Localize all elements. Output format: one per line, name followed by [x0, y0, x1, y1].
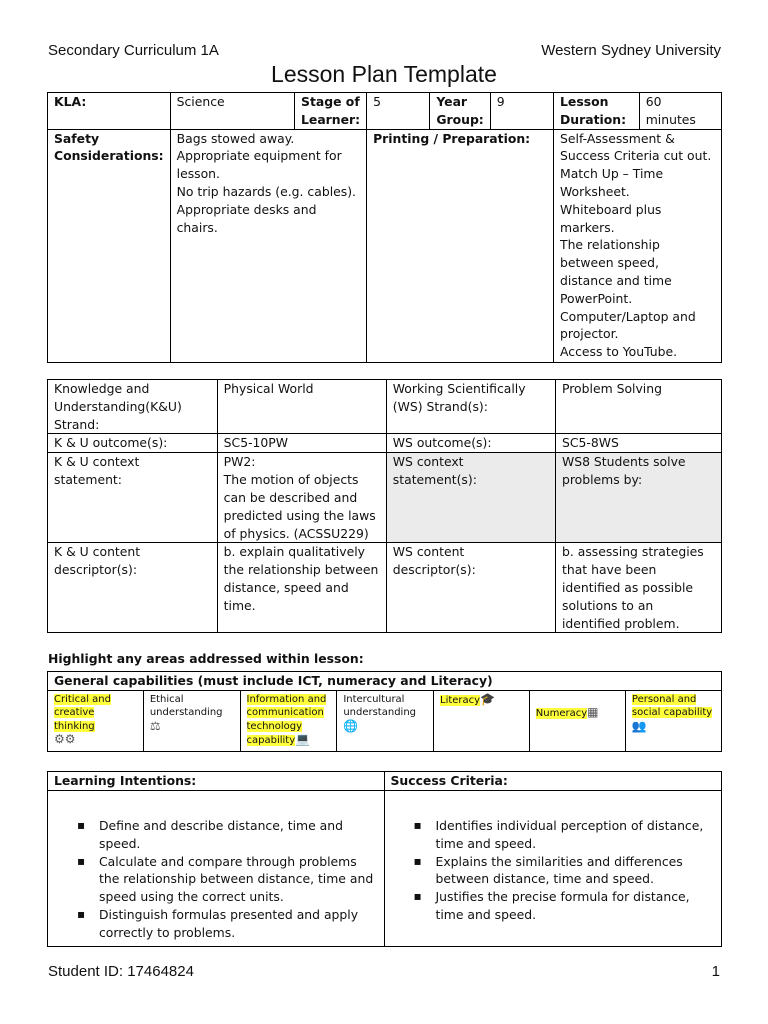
- capability-intercultural[interactable]: [337, 691, 434, 752]
- capability-label: Intercultural understanding: [343, 694, 417, 719]
- lesson-info-table: [47, 92, 722, 363]
- kla-label: KLA:: [48, 93, 171, 130]
- globe-icon: 🌐: [343, 718, 359, 733]
- capability-label: Ethical understanding: [149, 694, 223, 719]
- graduation-cap-icon: 🎓: [480, 692, 496, 706]
- ku-context-label: K & U context statement:: [48, 453, 218, 543]
- learning-table: [47, 771, 722, 947]
- page-number: 1: [711, 963, 720, 980]
- capability-numeracy[interactable]: [529, 691, 625, 752]
- people-icon: 👥: [631, 718, 647, 733]
- capability-critical-thinking[interactable]: [48, 691, 144, 752]
- capability-label: Numeracy: [535, 708, 588, 720]
- header-course: Secondary Curriculum 1A: [48, 42, 219, 59]
- list-item: ▪ Identifies individual perception of distance, time and speed.: [436, 817, 716, 853]
- ku-context-value: PW2: The motion of objects can be described and predicted using the laws of physics. (ACSSU229): [217, 453, 386, 543]
- list-item: ▪ Justifies the precise formula for distance, time and speed.: [436, 888, 716, 924]
- success-criteria-cell: [384, 791, 722, 947]
- list-item: ▪ Define and describe distance, time and speed.: [99, 817, 378, 853]
- capability-literacy[interactable]: [434, 691, 530, 752]
- duration-value: 60 minutes: [639, 93, 721, 130]
- capability-label: Personal and social capability: [631, 694, 713, 719]
- capability-ict[interactable]: [240, 691, 337, 752]
- year-value: 9: [490, 93, 553, 130]
- list-item: ▪ Explains the similarities and differences between distance, time and speed.: [436, 853, 716, 889]
- capability-personal-social[interactable]: [625, 691, 721, 752]
- list-item: ▪ Calculate and compare through problems the relationship between distance, time and speed using the correct units.: [99, 853, 378, 906]
- safety-value: Bags stowed away. Appropriate equipment for lesson. No trip hazards (e.g. cables). Appropriate desks and chairs.: [170, 129, 366, 362]
- ws-strand-label: Working Scientifically (WS) Strand(s):: [386, 380, 555, 434]
- duration-label: Lesson Duration:: [554, 93, 640, 130]
- highlight-instruction: Highlight any areas addressed within lesson:: [48, 651, 364, 666]
- laptop-icon: 💻: [295, 731, 311, 746]
- stage-value: 5: [367, 93, 430, 130]
- ku-strand-value: Physical World: [217, 380, 386, 434]
- ws-outcome-value: SC5-8WS: [555, 434, 721, 453]
- safety-label: Safety Considerations:: [48, 129, 171, 362]
- printing-value: Self-Assessment & Success Criteria cut out. Match Up – Time Worksheet. Whiteboard plus markers. The relationship between speed, distance and time PowerPoint. Computer/Laptop and projector. Access to YouTube.: [554, 129, 722, 362]
- list-item: ▪ Distinguish formulas presented and apply correctly to problems.: [99, 906, 378, 942]
- ws-content-label: WS content descriptor(s):: [386, 543, 555, 633]
- ws-context-label: WS context statement(s):: [386, 453, 555, 543]
- ws-content-value: b. assessing strategies that have been identified as possible solutions to an identified problem.: [555, 543, 721, 633]
- ws-strand-value: Problem Solving: [555, 380, 721, 434]
- ku-outcome-value: SC5-10PW: [217, 434, 386, 453]
- ku-strand-label: Knowledge and Understanding(K&U) Strand:: [48, 380, 218, 434]
- capabilities-heading: General capabilities (must include ICT, numeracy and Literacy): [48, 672, 722, 691]
- capability-label: Literacy: [440, 695, 481, 706]
- header-university: Western Sydney University: [541, 42, 721, 59]
- calculator-icon: ▦: [587, 705, 599, 720]
- learning-intentions-label: Learning Intentions:: [48, 772, 385, 791]
- student-id: Student ID: 17464824: [48, 963, 194, 980]
- capabilities-table: [47, 671, 722, 752]
- scales-icon: ⚖: [149, 718, 161, 733]
- page-title: Lesson Plan Template: [271, 61, 497, 87]
- ku-outcome-label: K & U outcome(s):: [48, 434, 218, 453]
- printing-label: Printing / Preparation:: [367, 129, 554, 362]
- capability-label: Information and communication technology capability: [246, 694, 327, 746]
- ws-context-value: WS8 Students solve problems by:: [555, 453, 721, 543]
- year-label: Year Group:: [430, 93, 490, 130]
- ws-outcome-label: WS outcome(s):: [386, 434, 555, 453]
- ku-content-label: K & U content descriptor(s):: [48, 543, 218, 633]
- stage-label: Stage of Learner:: [295, 93, 367, 130]
- learning-intentions-cell: [48, 791, 385, 947]
- kla-value: Science: [170, 93, 294, 130]
- outcomes-table: [47, 379, 722, 633]
- capability-label: Critical and creative thinking: [54, 694, 111, 732]
- capability-ethical-understanding[interactable]: [143, 691, 240, 752]
- success-criteria-label: Success Criteria:: [384, 772, 722, 791]
- ku-content-value: b. explain qualitatively the relationship between distance, speed and time.: [217, 543, 386, 633]
- gears-icon: ⚙⚙: [54, 731, 76, 746]
